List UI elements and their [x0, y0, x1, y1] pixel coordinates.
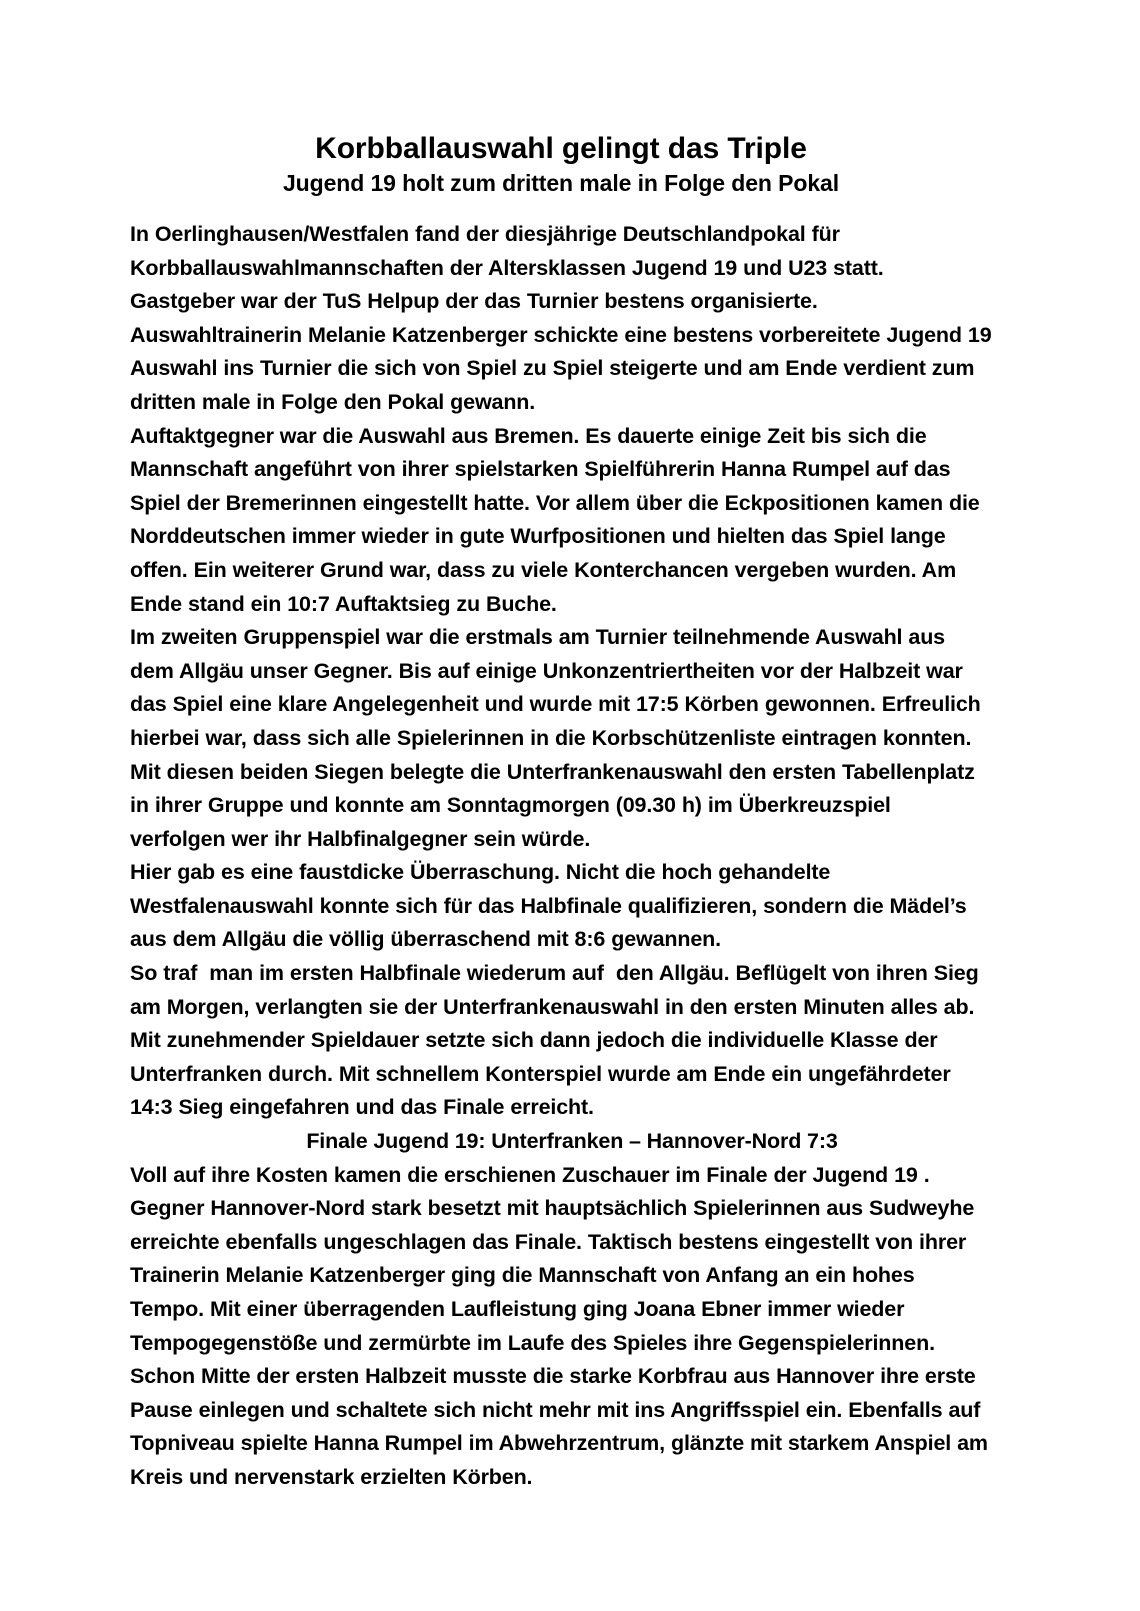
paragraph-bremen-match: Auftaktgegner war die Auswahl aus Bremen. Es dauerte einige Zeit bis sich die Mannschaft angeführt von ihrer spielstarken Spielführerin Hanna Rumpel auf das Spiel der Bremerinnen eingestellt hatte. Vor allem über die Eckpositionen kamen die Norddeutschen immer wieder in gute Wurfpositionen und hielten das Spiel lange offen. Ein weiterer Grund war, dass zu viele Konterchancen vergeben wurden. Am Ende stand ein 10:7 Auftaktsieg zu Buche. — [130, 423, 986, 616]
paragraph-allgaeu-group-match: Im zweiten Gruppenspiel war die erstmals am Turnier teilnehmende Auswahl aus dem Allgäu unser Gegner. Bis auf einige Unkonzentriertheiten vor der Halbzeit war das Spiel eine klare Angelegenheit und wurde mit 17:5 Körben gewonnen. Erfreulich hierbei war, dass sich alle Spielerinnen in die Korbschützenliste eintragen konnten. — [130, 625, 987, 750]
paragraph-coach: Auswahltrainerin Melanie Katzenberger schickte eine bestens vorbereitete Jugend 19 Auswahl ins Turnier die sich von Spiel zu Spiel steigerte und am Ende verdient zum dritten male in Folge den Pokal gewann. — [130, 322, 997, 414]
paragraph-intro: In Oerlinghausen/Westfalen fand der diesjährige Deutschlandpokal für Korbballauswahlmannschaften der Altersklassen Jugend 19 und U23 statt. Gastgeber war der TuS Helpup der das Turnier bestens organisierte. — [130, 222, 890, 314]
document-body — [130, 130, 997, 1495]
paragraph-final-report: Voll auf ihre Kosten kamen die erschienen Zuschauer im Finale der Jugend 19 . Gegner Hannover-Nord stark besetzt mit hauptsächlich Spielerinnen aus Sudweyhe erreichte ebenfalls ungeschlagen das Finale. Taktisch bestens eingestellt von ihrer Trainerin Melanie Katzenberger ging die Mannschaft von Anfang an ein hohes Tempo. Mit einer überragenden Laufleistung ging Joana Ebner immer wieder Tempogegenstöße und zermürbte im Laufe des Spieles ihre Gegenspielerinnen. Schon Mitte der ersten Halbzeit musste die starke Korbfrau aus Hannover ihre erste Pause einlegen und schaltete sich nicht mehr mit ins Angriffsspiel ein. Ebenfalls auf Topniveau spielte Hanna Rumpel im Abwehrzentrum, glänzte mit starkem Anspiel am Kreis und nervenstark erzielten Körben. — [130, 1162, 994, 1489]
paragraph-semifinal: So traf man im ersten Halbfinale wiederum auf den Allgäu. Beflügelt von ihren Sieg am Morgen, verlangten sie der Unterfrankenauswahl in den ersten Minuten alles ab. Mit zunehmender Spieldauer setzte sich dann jedoch die individuelle Klasse der Unterfranken durch. Mit schnellem Konterspiel wurde am Ende ein ungefährdeter 14:3 Sieg eingefahren und das Finale erreicht. — [130, 961, 985, 1120]
final-match-heading: Finale Jugend 19: Unterfranken – Hannover-Nord 7:3 — [306, 1129, 838, 1154]
paragraph-group-standings: Mit diesen beiden Siegen belegte die Unterfrankenauswahl den ersten Tabellenplatz in ihrer Gruppe und konnte am Sonntagmorgen (09.30 h) im Überkreuzspiel verfolgen wer ihr Halbfinalgegner sein würde. — [130, 759, 981, 851]
page-subtitle: Jugend 19 holt zum dritten male in Folge den Pokal — [282, 170, 840, 196]
page-title: Korbballauswahl gelingt das Triple — [315, 132, 807, 165]
paragraph-upset-result: Hier gab es eine faustdicke Überraschung. Nicht die hoch gehandelte Westfalenauswahl konnte sich für das Halbfinale qualifizieren, sondern die Mädel’s aus dem Allgäu die völlig überraschend mit 8:6 gewannen. — [130, 860, 973, 952]
